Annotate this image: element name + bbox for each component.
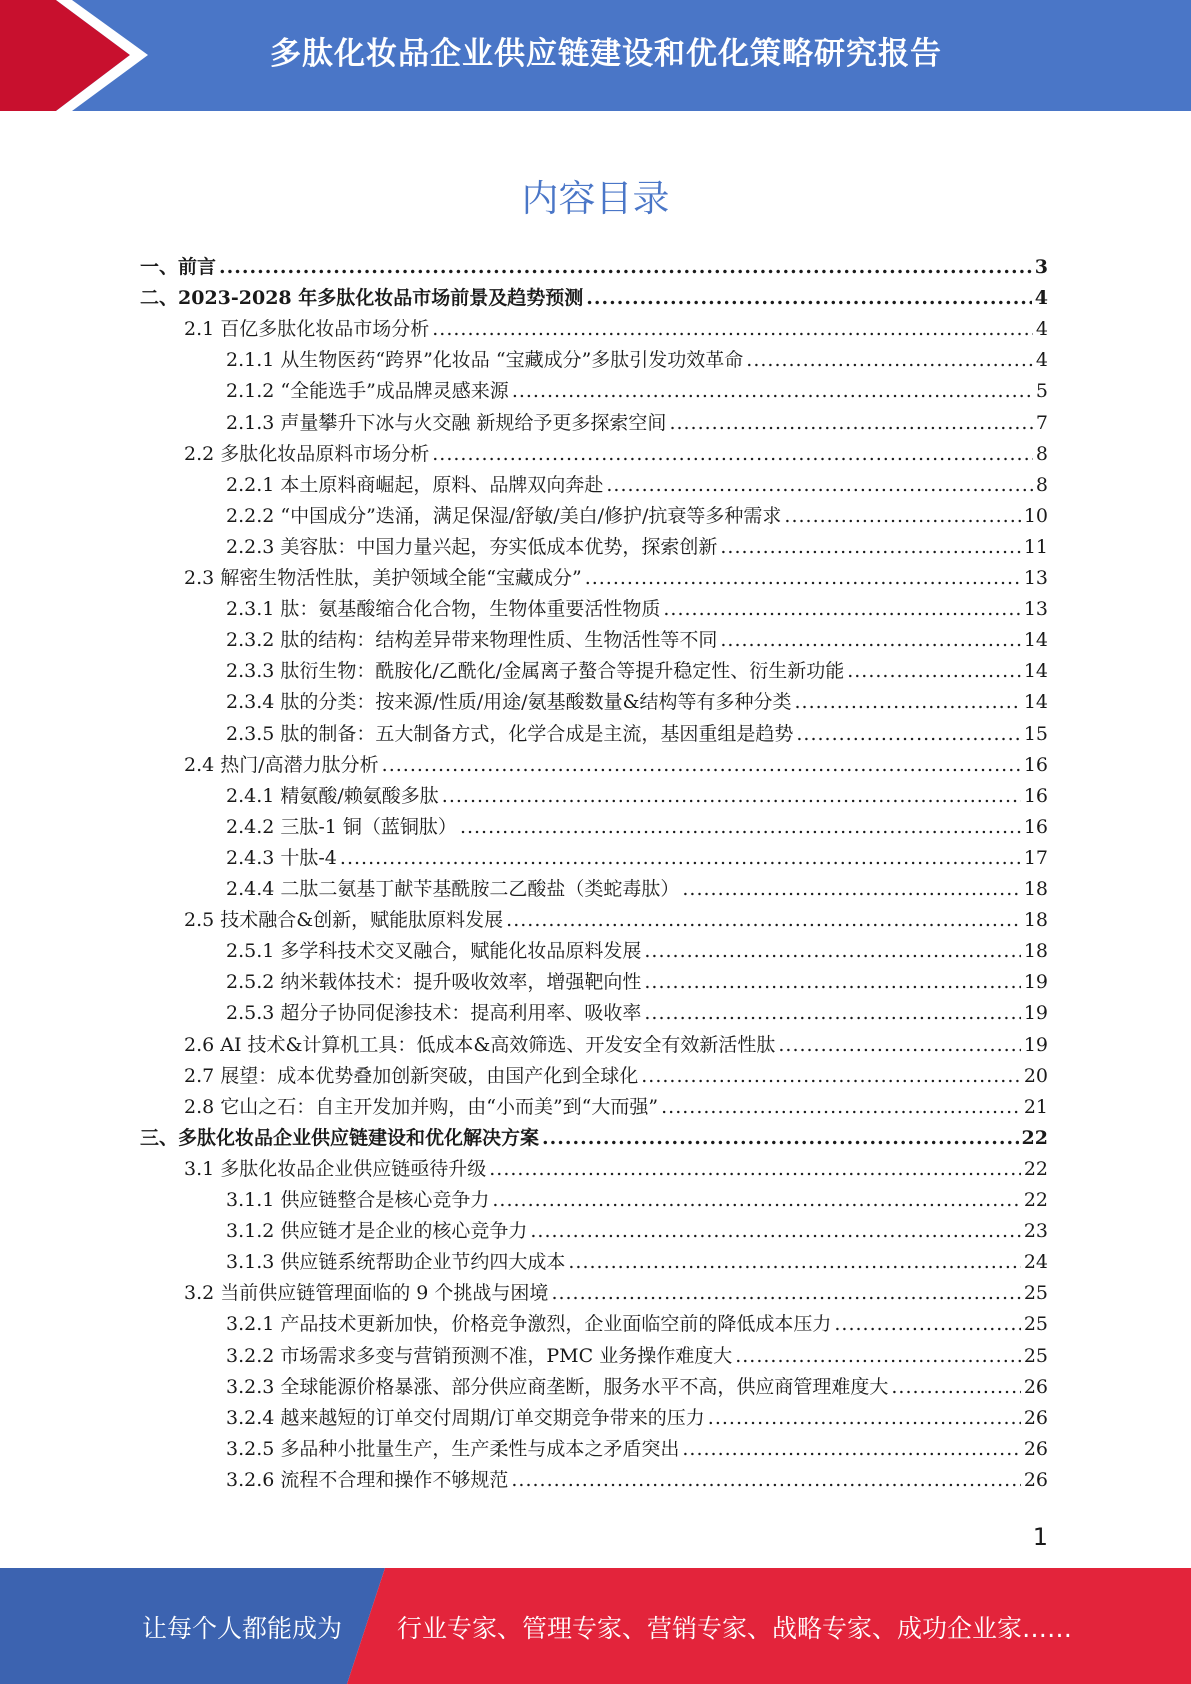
toc-entry[interactable]	[226, 628, 1048, 652]
footer-slogan-left: 让每个人都能成为	[142, 1614, 343, 1643]
toc-entry[interactable]	[226, 846, 1048, 870]
toc-entry[interactable]	[226, 1312, 1048, 1336]
toc-entry[interactable]	[226, 1375, 1048, 1399]
toc-entry-title: 二、2023-2028 年多肽化妆品市场前景及趋势预测	[140, 287, 584, 310]
toc-entry-title: 2.4 热门/高潜力肽分析	[184, 753, 379, 776]
toc-entry[interactable]	[184, 317, 1048, 341]
toc-entry-title: 2.3.1 肽：氨基酸缩合化合物，生物体重要活性物质	[226, 598, 661, 621]
toc-entry-title: 三、多肽化妆品企业供应链建设和优化解决方案	[140, 1126, 540, 1149]
toc-entry-page: 14	[1023, 660, 1048, 683]
toc-entry-title: 2.5 技术融合&创新，赋能肽原料发展	[184, 909, 504, 932]
toc-dot-leader	[778, 1033, 1020, 1057]
toc-entry-page: 13	[1023, 567, 1048, 589]
toc-entry-title: 2.5.1 多学科技术交叉融合，赋能化妆品原料发展	[226, 940, 642, 963]
toc-entry[interactable]	[226, 877, 1048, 901]
page-footer	[0, 1568, 1191, 1684]
toc-entry-title: 2.5.3 超分子协同促渗技术：提高利用率、吸收率	[226, 1002, 642, 1025]
toc-entry-page: 26	[1023, 1468, 1048, 1491]
toc-entry-page: 25	[1023, 1313, 1048, 1336]
toc-entry[interactable]	[226, 659, 1048, 683]
toc-dot-leader	[644, 1001, 1020, 1025]
toc-entry-page: 21	[1023, 1095, 1048, 1118]
toc-entry-page: 26	[1023, 1375, 1048, 1398]
toc-entry-page: 18	[1023, 940, 1048, 963]
toc-entry[interactable]	[226, 1001, 1048, 1025]
toc-entry[interactable]	[226, 348, 1048, 372]
toc-entry-page: 17	[1023, 846, 1048, 869]
toc-entry-page: 14	[1023, 629, 1048, 652]
toc-entry-page: 15	[1023, 722, 1048, 745]
toc-entry-title: 2.4.1 精氨酸/赖氨酸多肽	[226, 784, 439, 807]
toc-entry-title: 3.1 多肽化妆品企业供应链亟待升级	[184, 1157, 487, 1180]
toc-entry-title: 2.4.2 三肽-1 铜（蓝铜肽）	[226, 815, 457, 838]
toc-entry[interactable]	[140, 1126, 1048, 1150]
toc-dot-leader	[847, 659, 1021, 683]
toc-entry[interactable]	[226, 1188, 1048, 1212]
toc-entry-title: 3.2.5 多品种小批量生产，生产柔性与成本之矛盾突出	[226, 1437, 680, 1460]
page-number: 1	[1032, 1523, 1048, 1551]
toc-entry-page: 20	[1023, 1064, 1048, 1087]
toc-entry[interactable]	[226, 1437, 1048, 1461]
toc-entry[interactable]	[184, 1157, 1048, 1181]
toc-entry-title: 3.2.1 产品技术更新加快，价格竞争激烈，企业面临空前的降低成本压力	[226, 1313, 832, 1336]
toc-dot-leader	[682, 1437, 1020, 1461]
toc-entry-page: 23	[1023, 1220, 1048, 1243]
toc-entry[interactable]	[140, 286, 1048, 310]
toc-entry-page: 4	[1035, 349, 1048, 372]
toc-entry-page: 18	[1023, 909, 1048, 932]
toc-entry[interactable]	[184, 1095, 1048, 1119]
toc-dot-leader	[644, 939, 1020, 963]
toc-dot-leader	[735, 1344, 1021, 1368]
toc-entry[interactable]	[184, 1064, 1048, 1088]
toc-entry-title: 2.4.4 二肽二氨基丁献苄基酰胺二乙酸盐（类蛇毒肽）	[226, 878, 680, 900]
toc-dot-leader	[720, 628, 1020, 652]
toc-entry-title: 3.2.2 市场需求多变与营销预测不准，PMC 业务操作难度大	[226, 1344, 733, 1367]
toc-entry[interactable]	[226, 815, 1048, 839]
toc-entry[interactable]	[226, 1468, 1048, 1492]
toc-dot-leader	[661, 1095, 1021, 1119]
toc-entry-title: 2.4.3 十肽-4	[226, 846, 337, 869]
toc-dot-leader	[720, 535, 1020, 559]
toc-dot-leader	[489, 1157, 1021, 1181]
toc-dot-leader	[460, 815, 1021, 839]
toc-dot-leader	[682, 877, 1020, 901]
toc-entry-title: 2.3.5 肽的制备：五大制备方式，化学合成是主流，基因重组是趋势	[226, 722, 794, 745]
toc-entry-page: 26	[1023, 1437, 1048, 1460]
toc-entry-page: 25	[1023, 1282, 1048, 1305]
toc-dot-leader	[492, 1188, 1020, 1212]
toc-entry[interactable]	[226, 1344, 1048, 1368]
toc-dot-leader	[340, 846, 1021, 870]
toc-entry[interactable]	[226, 1250, 1048, 1274]
toc-entry-title: 2.1 百亿多肽化妆品市场分析	[184, 318, 430, 341]
toc-dot-leader	[432, 317, 1033, 341]
toc-entry-page: 4	[1035, 318, 1048, 341]
toc-entry[interactable]	[226, 411, 1048, 435]
toc-dot-leader	[795, 690, 1021, 714]
toc-entry-page: 22	[1023, 1157, 1048, 1180]
toc-entry-page: 7	[1035, 411, 1048, 434]
toc-entry-page: 13	[1023, 598, 1048, 621]
toc-entry-title: 2.2 多肽化妆品原料市场分析	[184, 442, 430, 465]
toc-entry-title: 3.2.6 流程不合理和操作不够规范	[226, 1468, 509, 1491]
toc-entry-title: 2.7 展望：成本优势叠加创新突破，由国产化到全球化	[184, 1064, 639, 1087]
toc-entry-title: 2.1.1 从生物医药“跨界”化妆品 “宝藏成分”多肽引发功效革命	[226, 349, 744, 372]
toc-dot-leader	[512, 379, 1033, 403]
toc-dot-leader	[796, 722, 1020, 746]
toc-entry-page: 26	[1023, 1406, 1048, 1429]
toc-entry-title: 3.1.1 供应链整合是核心竞争力	[226, 1189, 490, 1211]
toc-entry-page: 16	[1023, 784, 1048, 807]
toc-entry-title: 2.1.2 “全能选手”成品牌灵感来源	[226, 380, 509, 403]
toc-entry[interactable]	[184, 753, 1048, 777]
toc-entry-page: 11	[1023, 535, 1048, 558]
toc-dot-leader	[551, 1281, 1020, 1305]
toc-dot-leader	[586, 286, 1032, 310]
toc-entry-title: 2.5.2 纳米载体技术：提升吸收效率，增强靶向性	[226, 971, 642, 994]
toc-dot-leader	[708, 1406, 1021, 1430]
toc-entry[interactable]	[226, 722, 1048, 746]
toc-entry-title: 一、前言	[140, 256, 217, 278]
toc-entry-title: 2.6 AI 技术&计算机工具：低成本&高效筛选、开发安全有效新活性肽	[184, 1033, 776, 1056]
toc-entry-title: 2.3.4 肽的分类：按来源/性质/用途/氨基酸数量&结构等有多种分类	[226, 691, 792, 714]
toc-entry-page: 16	[1023, 753, 1048, 776]
toc-entry-page: 22	[1021, 1126, 1048, 1149]
toc-entry-page: 25	[1023, 1344, 1048, 1367]
toc-entry[interactable]	[140, 255, 1048, 279]
footer-slogan-right: 行业专家、管理专家、营销专家、战略专家、成功企业家……	[397, 1614, 1073, 1643]
toc-entry[interactable]	[226, 784, 1048, 808]
toc-dot-leader	[442, 784, 1021, 808]
toc-entry-page: 16	[1023, 815, 1048, 838]
toc-entry[interactable]	[226, 939, 1048, 963]
toc-entry-title: 2.3.3 肽衍生物：酰胺化/乙酰化/金属离子螯合等提升稳定性、衍生新功能	[226, 660, 845, 683]
toc-entry[interactable]	[184, 908, 1048, 932]
toc-entry-page: 14	[1023, 691, 1048, 714]
toc-entry[interactable]	[226, 1406, 1048, 1430]
toc-entry-title: 3.2.4 越来越短的订单交付周期/订单交期竞争带来的压力	[226, 1406, 705, 1429]
toc-dot-leader	[746, 348, 1033, 372]
toc-entry-title: 2.2.2 “中国成分”迭涌，满足保湿/舒敏/美白/修护/抗衰等多种需求	[226, 504, 782, 527]
toc-entry-page: 10	[1023, 504, 1048, 527]
toc-dot-leader	[432, 442, 1033, 466]
toc-entry[interactable]	[226, 504, 1048, 528]
toc-entry-page: 5	[1035, 380, 1048, 403]
toc-entry-page: 8	[1035, 473, 1048, 496]
toc-entry-page: 8	[1035, 442, 1048, 465]
toc-entry-page: 19	[1023, 1002, 1048, 1025]
toc-dot-leader	[663, 597, 1020, 621]
toc-entry-page: 22	[1023, 1189, 1048, 1211]
toc-entry[interactable]	[226, 970, 1048, 994]
toc-entry[interactable]	[184, 1281, 1048, 1305]
toc-entry[interactable]	[226, 1219, 1048, 1243]
toc-entry-title: 3.2 当前供应链管理面临的 9 个挑战与困境	[184, 1282, 549, 1305]
toc-dot-leader	[506, 908, 1021, 932]
toc-entry[interactable]	[226, 473, 1048, 497]
toc-entry[interactable]	[184, 442, 1048, 466]
toc-entry-title: 2.8 它山之石：自主开发加并购，由“小而美”到“大而强”	[184, 1095, 659, 1118]
toc-dot-leader	[784, 504, 1020, 528]
toc-dot-leader	[834, 1312, 1020, 1336]
toc-entry-title: 2.2.1 本土原料商崛起，原料、品牌双向奔赴	[226, 473, 604, 496]
toc-dot-leader	[585, 566, 1021, 590]
toc-entry-page: 24	[1023, 1251, 1048, 1274]
toc-entry[interactable]	[226, 690, 1048, 714]
toc-entry[interactable]	[226, 535, 1048, 559]
toc-entry-title: 2.2.3 美容肽：中国力量兴起，夯实低成本优势，探索创新	[226, 535, 718, 558]
toc-dot-leader	[641, 1064, 1021, 1088]
toc-entry-title: 2.3.2 肽的结构：结构差异带来物理性质、生物活性等不同	[226, 629, 718, 652]
toc-dot-leader	[644, 970, 1020, 994]
toc-entry-page: 19	[1023, 1033, 1048, 1056]
toc-dot-leader	[219, 255, 1032, 279]
toc-dot-leader	[530, 1219, 1020, 1243]
toc-entry-title: 3.1.2 供应链才是企业的核心竞争力	[226, 1220, 528, 1243]
toc-entry-page: 4	[1034, 287, 1048, 310]
toc-dot-leader	[669, 411, 1032, 435]
toc-entry-title: 2.3 解密生物活性肽，美护领域全能“宝藏成分”	[184, 567, 582, 589]
toc-heading: 内容目录	[521, 177, 670, 220]
toc-dot-leader	[382, 753, 1021, 777]
toc-entry-page: 18	[1023, 878, 1048, 900]
toc-dot-leader	[891, 1375, 1020, 1399]
toc-entry[interactable]	[226, 379, 1048, 403]
toc-entry[interactable]	[226, 597, 1048, 621]
toc-dot-leader	[542, 1126, 1019, 1150]
toc-entry[interactable]	[184, 1033, 1048, 1057]
toc-entry-page: 19	[1023, 971, 1048, 994]
toc-entry-page: 3	[1034, 256, 1048, 278]
toc-entry[interactable]	[184, 566, 1048, 590]
toc-dot-leader	[606, 473, 1033, 497]
toc-entry-title: 2.1.3 声量攀升下冰与火交融 新规给予更多探索空间	[226, 411, 667, 434]
page-header	[0, 0, 1191, 111]
toc-dot-leader	[511, 1468, 1020, 1492]
toc-entry-title: 3.2.3 全球能源价格暴涨、部分供应商垄断，服务水平不高，供应商管理难度大	[226, 1375, 889, 1398]
toc-entry-title: 3.1.3 供应链系统帮助企业节约四大成本	[226, 1251, 566, 1274]
report-title: 多肽化妆品企业供应链建设和优化策略研究报告	[270, 36, 942, 72]
toc-dot-leader	[568, 1250, 1020, 1274]
